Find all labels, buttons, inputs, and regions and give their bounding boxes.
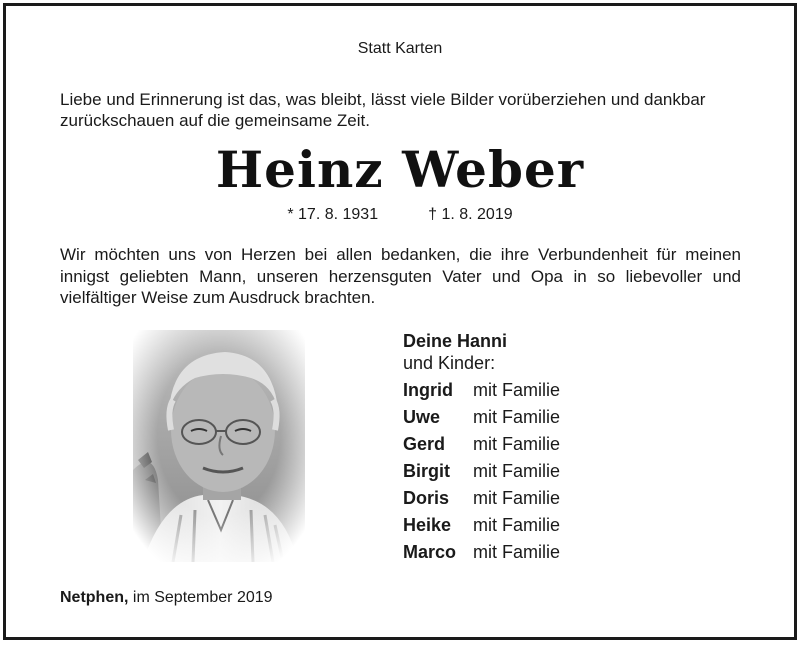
member-name: Uwe bbox=[403, 407, 441, 427]
member-relation: mit Familie bbox=[473, 407, 561, 427]
birth-date: * 17. 8. 1931 bbox=[287, 206, 379, 223]
family-member bbox=[403, 458, 560, 485]
family-member bbox=[403, 377, 560, 404]
wife-name: Deine Hanni bbox=[403, 331, 508, 351]
family-member bbox=[403, 485, 560, 512]
member-relation: mit Familie bbox=[473, 542, 561, 562]
member-name: Heike bbox=[403, 515, 452, 535]
member-name: Birgit bbox=[403, 461, 450, 481]
family-member bbox=[403, 431, 560, 458]
intro-quote: Liebe und Erinnerung ist das, was bleibt, lässt viele Bilder vorüberziehen und dankbar zurückschauen auf die gemeinsame Zeit. bbox=[60, 90, 706, 130]
header-text: Statt Karten bbox=[357, 40, 443, 57]
family-member bbox=[403, 512, 560, 539]
member-name: Gerd bbox=[403, 434, 446, 454]
family-member bbox=[403, 539, 560, 566]
thanks-text: Wir möchten uns von Herzen bei allen bedanken, die ihre Verbundenheit für meinen innigst geliebten Mann, unseren herzensguten Vater und Opa in so liebevoller und vielfältiger Weise zum Ausdruck brachten. bbox=[60, 245, 741, 307]
death-date: † 1. 8. 2019 bbox=[428, 206, 513, 223]
place-date bbox=[60, 589, 273, 607]
member-relation: mit Familie bbox=[473, 488, 561, 508]
children-intro: und Kinder: bbox=[403, 353, 496, 373]
member-name: Marco bbox=[403, 542, 457, 562]
deceased-name: Heinz Weber bbox=[215, 140, 585, 199]
family-member bbox=[403, 404, 560, 431]
family-list bbox=[403, 330, 560, 566]
member-name: Doris bbox=[403, 488, 450, 508]
member-relation: mit Familie bbox=[473, 434, 561, 454]
member-relation: mit Familie bbox=[473, 515, 561, 535]
member-relation: mit Familie bbox=[473, 461, 561, 481]
portrait-photo bbox=[133, 330, 305, 562]
place-name: Netphen, bbox=[60, 589, 129, 606]
life-dates bbox=[0, 206, 800, 224]
notice-date: im September 2019 bbox=[132, 589, 273, 606]
member-relation: mit Familie bbox=[473, 380, 561, 400]
member-name: Ingrid bbox=[403, 380, 453, 400]
